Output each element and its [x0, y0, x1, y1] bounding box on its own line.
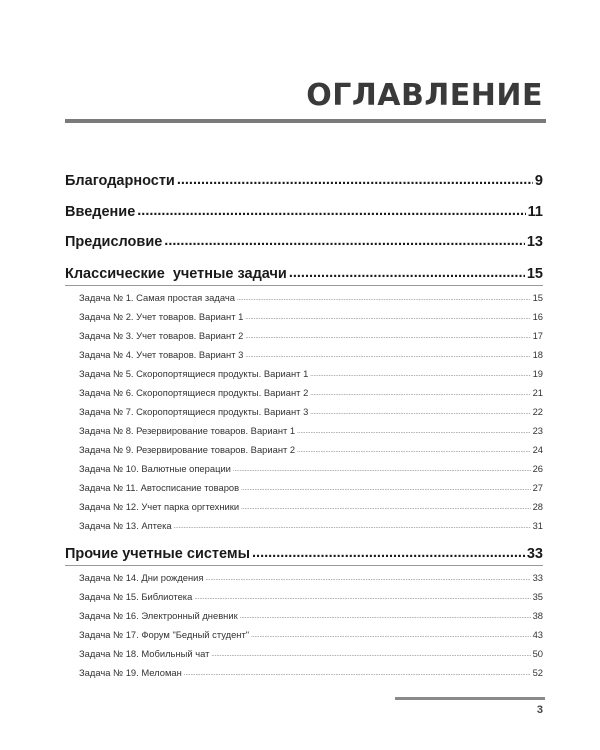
toc-subentry[interactable] [79, 387, 543, 398]
dot-leader [211, 652, 530, 658]
toc-entry-label: Задача № 10. Валютные операции [79, 463, 231, 474]
toc-subentry[interactable] [79, 444, 543, 455]
toc-entry-page: 50 [532, 648, 543, 659]
toc-subentry[interactable] [79, 406, 543, 417]
dot-leader [252, 545, 525, 561]
toc-entry-label: Задача № 14. Дни рождения [79, 572, 204, 583]
dot-leader [289, 265, 525, 281]
toc-entry-page: 35 [532, 591, 543, 602]
dot-leader [164, 233, 525, 249]
toc-subentry[interactable] [79, 572, 543, 583]
toc-entry-page: 26 [532, 463, 543, 474]
toc-entry-page: 18 [532, 349, 543, 360]
toc-entry-label: Задача № 19. Меломан [79, 667, 182, 678]
toc-subentry[interactable] [79, 520, 543, 531]
toc-entry-page: 15 [526, 266, 543, 282]
toc-subentry[interactable] [79, 610, 543, 621]
toc-subentry[interactable] [79, 667, 543, 678]
toc-entry-page: 15 [532, 292, 543, 303]
toc-entry-label: Задача № 13. Аптека [79, 520, 172, 531]
dot-leader [241, 486, 530, 492]
toc-subentry[interactable] [79, 629, 543, 640]
toc-subentry[interactable] [79, 292, 543, 303]
toc-entry-label: Задача № 12. Учет парка оргтехники [79, 501, 240, 512]
toc-subentry[interactable] [79, 425, 543, 436]
section-divider [65, 565, 543, 566]
dot-leader [233, 467, 531, 473]
toc-entry-label: Задача № 7. Скоропортящиеся продукты. Вариант 3 [79, 406, 309, 417]
section-divider [65, 285, 543, 286]
toc-entry-page: 24 [532, 444, 543, 455]
toc-entry-label: Задача № 6. Скоропортящиеся продукты. Вариант 2 [79, 387, 309, 398]
toc-entry-label: Задача № 9. Резервирование товаров. Вариант 2 [79, 444, 296, 455]
toc-entry-label: Введение [65, 204, 136, 220]
toc-entry-other-systems[interactable] [65, 546, 543, 562]
dot-leader [237, 296, 531, 302]
toc-entry-page: 23 [532, 425, 543, 436]
dot-leader [184, 671, 531, 677]
toc-entry-page: 16 [532, 311, 543, 322]
dot-leader [206, 576, 531, 582]
toc-entry-page: 33 [526, 546, 543, 562]
title-rule [65, 119, 546, 123]
dot-leader [194, 595, 530, 601]
toc-entry-page: 38 [532, 610, 543, 621]
dot-leader [174, 524, 531, 530]
toc-entry-page: 33 [532, 572, 543, 583]
toc-subentry[interactable] [79, 311, 543, 322]
dot-leader [137, 203, 525, 219]
toc-entry-preface[interactable] [65, 234, 543, 250]
toc-subentry[interactable] [79, 349, 543, 360]
toc-entry-label: Прочие учетные системы [65, 546, 251, 562]
toc-entry-page: 13 [526, 234, 543, 250]
toc-subentry[interactable] [79, 330, 543, 341]
toc-entry-page: 9 [534, 173, 543, 189]
page-title: ОГЛАВЛЕНИЕ [306, 78, 543, 113]
toc-subentry[interactable] [79, 648, 543, 659]
toc-entry-label: Задача № 15. Библиотека [79, 591, 193, 602]
toc-entry-page: 52 [532, 667, 543, 678]
toc-subentry[interactable] [79, 482, 543, 493]
footer-rule [395, 697, 545, 700]
toc-entry-label: Предисловие [65, 234, 163, 250]
toc-entry-label: Задача № 1. Самая простая задача [79, 292, 235, 303]
toc-entry-label: Классические учетные задачи [65, 266, 287, 282]
dot-leader [240, 614, 531, 620]
dot-leader [251, 633, 530, 639]
dot-leader [245, 315, 530, 321]
toc-entry-label: Задача № 17. Форум "Бедный студент" [79, 629, 250, 640]
toc-entry-page: 28 [532, 501, 543, 512]
dot-leader [241, 505, 530, 511]
dot-leader [177, 172, 533, 188]
toc-subentry[interactable] [79, 368, 543, 379]
toc-entry-label: Задача № 4. Учет товаров. Вариант 3 [79, 349, 244, 360]
toc-entry-label: Задача № 18. Мобильный чат [79, 648, 210, 659]
toc-entry-label: Задача № 16. Электронный дневник [79, 610, 238, 621]
dot-leader [297, 429, 530, 435]
toc-subentry[interactable] [79, 463, 543, 474]
page-number: 3 [536, 704, 543, 716]
dot-leader [310, 391, 530, 397]
toc-entry-page: 21 [532, 387, 543, 398]
toc-subentry[interactable] [79, 591, 543, 602]
toc-entry-page: 27 [532, 482, 543, 493]
toc-subentry[interactable] [79, 501, 543, 512]
toc-entry-page: 43 [532, 629, 543, 640]
toc-entry-page: 17 [532, 330, 543, 341]
toc-entry-label: Задача № 8. Резервирование товаров. Вариант 1 [79, 425, 296, 436]
toc-entry-page: 31 [532, 520, 543, 531]
toc-entry-label: Задача № 5. Скоропортящиеся продукты. Вариант 1 [79, 368, 309, 379]
dot-leader [310, 410, 530, 416]
toc-entry-label: Задача № 2. Учет товаров. Вариант 1 [79, 311, 244, 322]
dot-leader [310, 372, 530, 378]
toc-entry-label: Задача № 3. Учет товаров. Вариант 2 [79, 330, 244, 341]
dot-leader [245, 334, 530, 340]
toc-entry-label: Благодарности [65, 173, 175, 189]
toc-entry-label: Задача № 11. Автосписание товаров [79, 482, 240, 493]
dot-leader [245, 353, 530, 359]
toc-entry-introduction[interactable] [65, 204, 543, 220]
toc-entry-page: 19 [532, 368, 543, 379]
toc-entry-classic-tasks[interactable] [65, 266, 543, 282]
toc-entry-page: 22 [532, 406, 543, 417]
toc-entry-acknowledgements[interactable] [65, 173, 543, 189]
toc-entry-page: 11 [527, 204, 543, 220]
dot-leader [297, 448, 530, 454]
